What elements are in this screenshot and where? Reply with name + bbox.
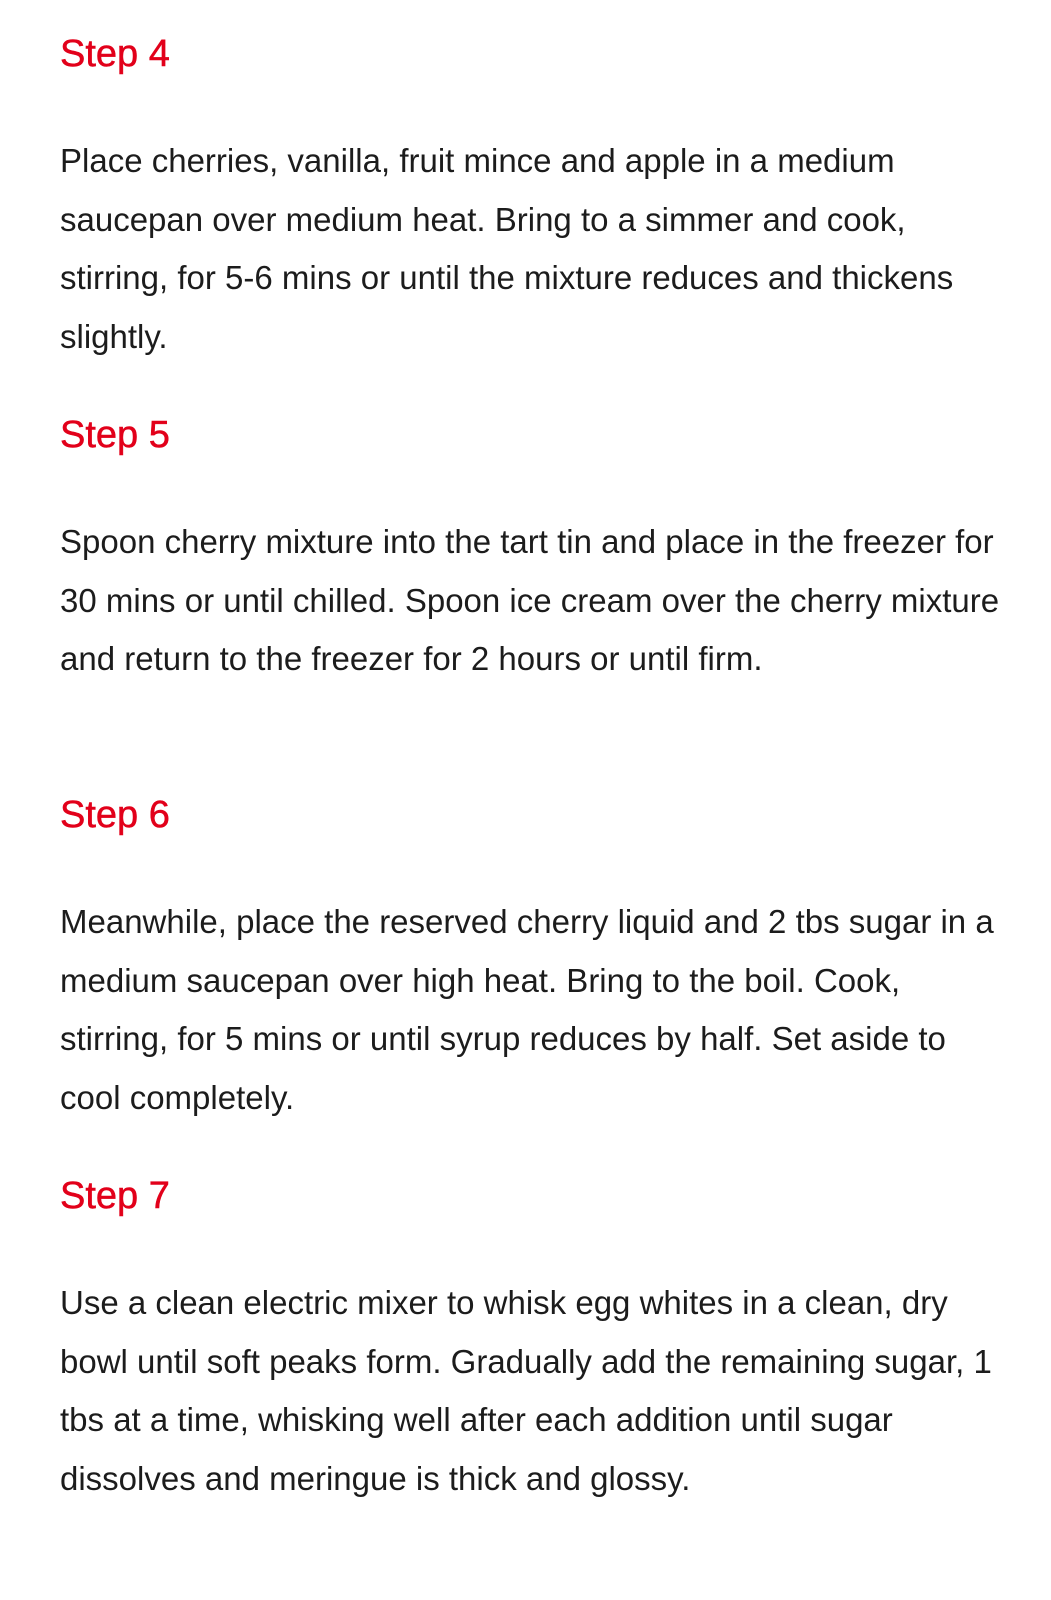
step-heading: Step 5 xyxy=(60,414,170,456)
step-heading: Step 4 xyxy=(60,33,170,75)
step-5 xyxy=(60,413,1000,689)
step-instructions: Meanwhile, place the reserved cherry liquid and 2 tbs sugar in a medium saucepan over high heat. Bring to the boil. Cook, stirring, for 5 mins or until syrup reduces by half. Set aside to cool completely. xyxy=(60,903,994,1116)
step-7 xyxy=(60,1174,1000,1508)
step-4 xyxy=(60,32,1000,366)
step-heading: Step 6 xyxy=(60,794,170,836)
step-heading: Step 7 xyxy=(60,1175,170,1217)
step-instructions: Use a clean electric mixer to whisk egg whites in a clean, dry bowl until soft peaks form. Gradually add the remaining sugar, 1 tbs at a time, whisking well after each addition until sugar dissolves and meringue is thick and glossy. xyxy=(60,1284,992,1497)
step-instructions: Spoon cherry mixture into the tart tin and place in the freezer for 30 mins or until chilled. Spoon ice cream over the cherry mixture and return to the freezer for 2 hours or until firm. xyxy=(60,523,1000,678)
step-instructions: Place cherries, vanilla, fruit mince and apple in a medium saucepan over medium heat. Bring to a simmer and cook, stirring, for 5-6 mins or until the mixture reduces and thickens slightly. xyxy=(60,142,954,355)
step-6 xyxy=(60,793,1000,1127)
